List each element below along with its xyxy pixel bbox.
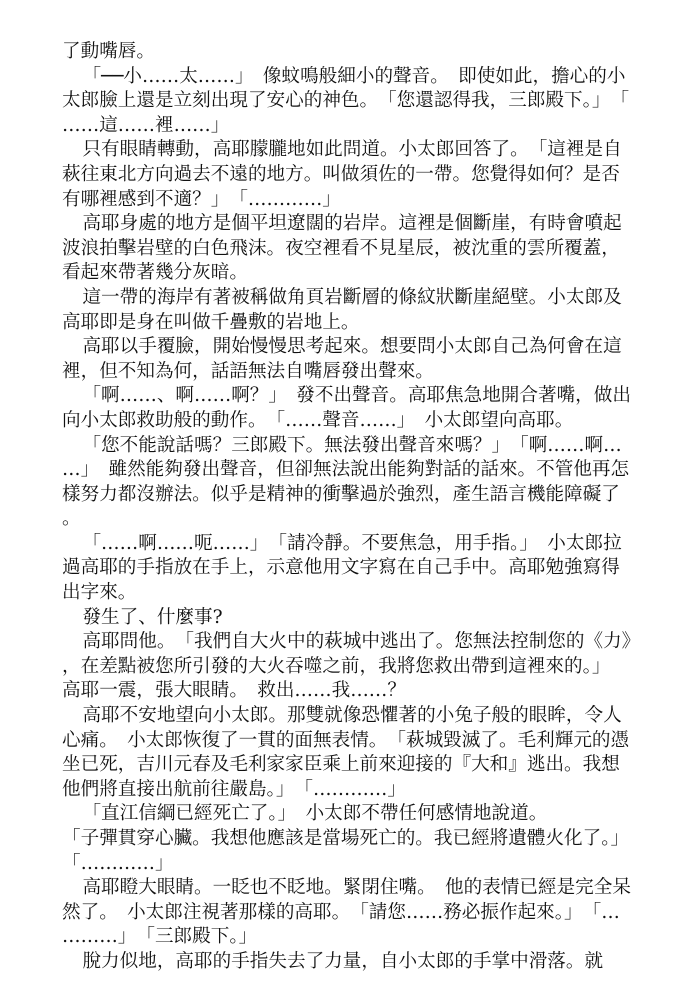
paragraph-9: 「……啊……呃……」 「請冷靜。不要焦急，用手指。」 小太郎拉過高耶的手指放在手上，示意他用文字寫在自己手中。高耶勉強寫得出字來。 <box>62 532 622 604</box>
paragraph-15: 高耶瞪大眼睛。一眨也不眨地。緊閉住嘴。 他的表情已經是完全呆然了。 小太郎注視著那樣的高耶。 「請您……務必振作起來。」 「…………」 「三郎殿下。」 <box>62 877 631 948</box>
paragraph-11: 高耶問他。 「我們自大火中的萩城中逃出了。您無法控制您的《力》，在差點被您所引發的大火吞噬之前，我將您救出帶到這裡來的。」 高耶一震，張大眼睛。 救出……我……？ <box>62 631 631 702</box>
paragraph-10: 發生了、什麼事? <box>82 606 223 628</box>
paragraph-7: 「啊……、啊……啊？」 發不出聲音。高耶焦急地開合著嘴，做出向小太郎救助般的動作。 「……聲音……」 小太郎望向高耶。 <box>62 385 631 431</box>
paragraph-8: 「您不能說話嗎？三郎殿下。無法發出聲音來嗎？」 「啊……啊……」 雖然能夠發出聲音，但卻無法說出能夠對話的話來。不管他再怎樣努力都沒辦法。似乎是精神的衝擊過於強烈，產生語言機能障礙了。 <box>62 434 630 530</box>
paragraph-6: 高耶以手覆臉，開始慢慢思考起來。想要問小太郎自己為何會在這裡，但不知為何，話語無法自嘴唇發出聲來。 <box>62 336 622 382</box>
paragraph-2: 「──小……太……」 像蚊鳴般細小的聲音。 即使如此，擔心的小太郎臉上還是立刻出現了安心的神色。 「您還認得我，三郎殿下。」 「……這……裡……」 <box>62 65 630 136</box>
paragraph-3: 只有眼睛轉動，高耶朦朧地如此問道。小太郎回答了。 「這裡是自萩往東北方向過去不遠的地方。叫做須佐的一帶。您覺得如何？是否有哪裡感到不適？」 「…………」 <box>62 139 622 210</box>
paragraph-1: 了動嘴唇。 <box>62 41 155 62</box>
paragraph-14: 「子彈貫穿心臟。我想他應該是當場死亡的。我已經將遺體火化了。」 「…………」 <box>62 828 639 874</box>
paragraph-16: 脫力似地，高耶的手指失去了力量，自小太郎的手掌中滑落。就 <box>82 950 604 972</box>
paragraph-12: 高耶不安地望向小太郎。那雙就像恐懼著的小兔子般的眼眸，令人心痛。 小太郎恢復了一貫的面無表情。 「萩城毀滅了。毛利輝元的憑坐已死，吉川元春及毛利家家臣乘上前來迎接的『大和』逃出。我想他們將直接出航前往嚴島。」 「…………」 <box>62 705 630 800</box>
paragraph-5: 這一帶的海岸有著被稱做角頁岩斷層的條紋狀斷崖絕壁。小太郎及高耶即是身在叫做千疊敷的岩地上。 <box>62 286 622 333</box>
document-page <box>62 40 638 975</box>
paragraph-4: 高耶身處的地方是個平坦遼闊的岩岸。這裡是個斷崖，有時會噴起波浪拍擊岩壁的白色飛沫。夜空裡看不見星辰，被沈重的雲所覆蓋，看起來帶著幾分灰暗。 <box>62 213 622 284</box>
paragraph-13: 「直江信綱已經死亡了。」 小太郎不帶任何感情地說道。 <box>82 803 548 825</box>
